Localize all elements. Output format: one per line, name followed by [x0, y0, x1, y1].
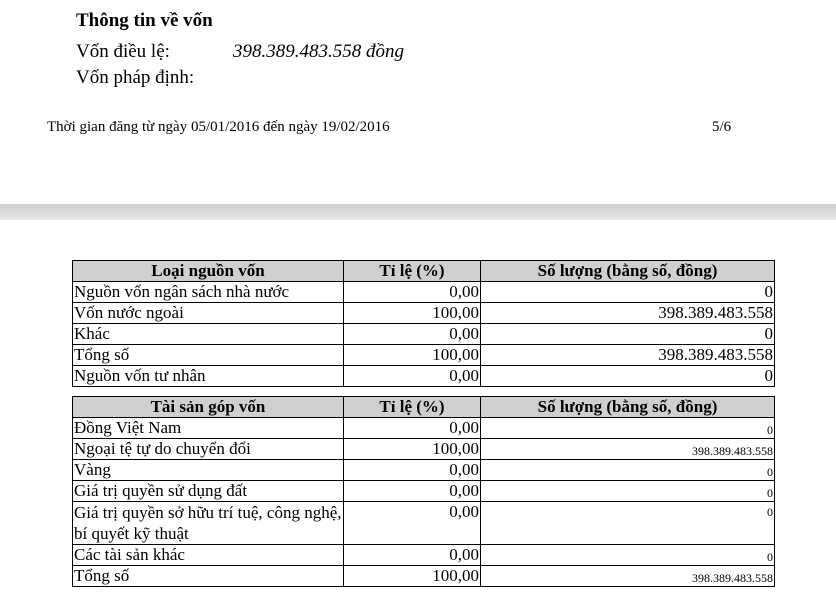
- table-row: [73, 545, 775, 566]
- row-label: Nguồn vốn tư nhân: [73, 366, 344, 387]
- row-amount: 0: [481, 366, 775, 387]
- row-amount: 398.389.483.558: [481, 303, 775, 324]
- row-amount: 398.389.483.558: [481, 566, 775, 587]
- charter-capital-label: Vốn điều lệ:: [76, 41, 170, 62]
- page-number: 5/6: [712, 119, 732, 135]
- header-source-type: Loại nguồn vốn: [73, 261, 344, 282]
- row-amount: 398.389.483.558: [481, 439, 775, 460]
- row-label: Tổng số: [73, 566, 344, 587]
- table-row: [73, 566, 775, 587]
- row-amount: 0: [481, 324, 775, 345]
- row-ratio: 0,00: [344, 418, 481, 439]
- row-label: Giá trị quyền sử dụng đất: [73, 481, 344, 502]
- row-label: Ngoại tệ tự do chuyển đổi: [73, 439, 344, 460]
- row-amount: 398.389.483.558: [481, 345, 775, 366]
- table-row: [73, 324, 775, 345]
- row-amount: 0: [481, 418, 775, 439]
- row-label: Các tài sản khác: [73, 545, 344, 566]
- row-label: Nguồn vốn ngân sách nhà nước: [73, 282, 344, 303]
- row-amount: 0: [481, 460, 775, 481]
- table-header-row: [73, 261, 775, 282]
- row-ratio: 100,00: [344, 439, 481, 460]
- row-label: Giá trị quyền sở hữu trí tuệ, công nghệ, bí quyết kỹ thuật: [73, 502, 344, 545]
- page-break-divider: [0, 204, 836, 220]
- row-amount: 0: [481, 481, 775, 502]
- row-amount: 0: [481, 282, 775, 303]
- header-amount: Số lượng (bằng số, đồng): [481, 261, 775, 282]
- row-ratio: 0,00: [344, 545, 481, 566]
- header-ratio: Tỉ lệ (%): [344, 397, 481, 418]
- contributed-assets-table: [72, 396, 775, 587]
- publication-period: Thời gian đăng từ ngày 05/01/2016 đến ngày 19/02/2016: [47, 119, 390, 135]
- row-amount: 0: [481, 502, 775, 545]
- row-ratio: 0,00: [344, 460, 481, 481]
- header-asset-type: Tài sản góp vốn: [73, 397, 344, 418]
- legal-capital-label: Vốn pháp định:: [76, 67, 195, 88]
- row-label: Vốn nước ngoài: [73, 303, 344, 324]
- row-ratio: 0,00: [344, 282, 481, 303]
- table-row: [73, 481, 775, 502]
- table-row: [73, 460, 775, 481]
- row-label: Đồng Việt Nam: [73, 418, 344, 439]
- table-row: [73, 366, 775, 387]
- charter-capital-value: 398.389.483.558 đồng: [233, 41, 404, 62]
- row-ratio: 0,00: [344, 502, 481, 545]
- row-ratio: 100,00: [344, 566, 481, 587]
- row-ratio: 0,00: [344, 324, 481, 345]
- row-label: Khác: [73, 324, 344, 345]
- row-label: Tổng số: [73, 345, 344, 366]
- table-row: [73, 418, 775, 439]
- header-amount: Số lượng (bằng số, đồng): [481, 397, 775, 418]
- capital-source-table: [72, 260, 775, 387]
- row-label: Vàng: [73, 460, 344, 481]
- header-ratio: Tỉ lệ (%): [344, 261, 481, 282]
- table-row: [73, 282, 775, 303]
- row-ratio: 100,00: [344, 303, 481, 324]
- table-row: [73, 303, 775, 324]
- table-row: [73, 345, 775, 366]
- table-header-row: [73, 397, 775, 418]
- table-row: [73, 502, 775, 545]
- table-row: [73, 439, 775, 460]
- row-amount: 0: [481, 545, 775, 566]
- capital-info-title: Thông tin về vốn: [76, 10, 213, 31]
- row-ratio: 0,00: [344, 481, 481, 502]
- row-ratio: 100,00: [344, 345, 481, 366]
- row-ratio: 0,00: [344, 366, 481, 387]
